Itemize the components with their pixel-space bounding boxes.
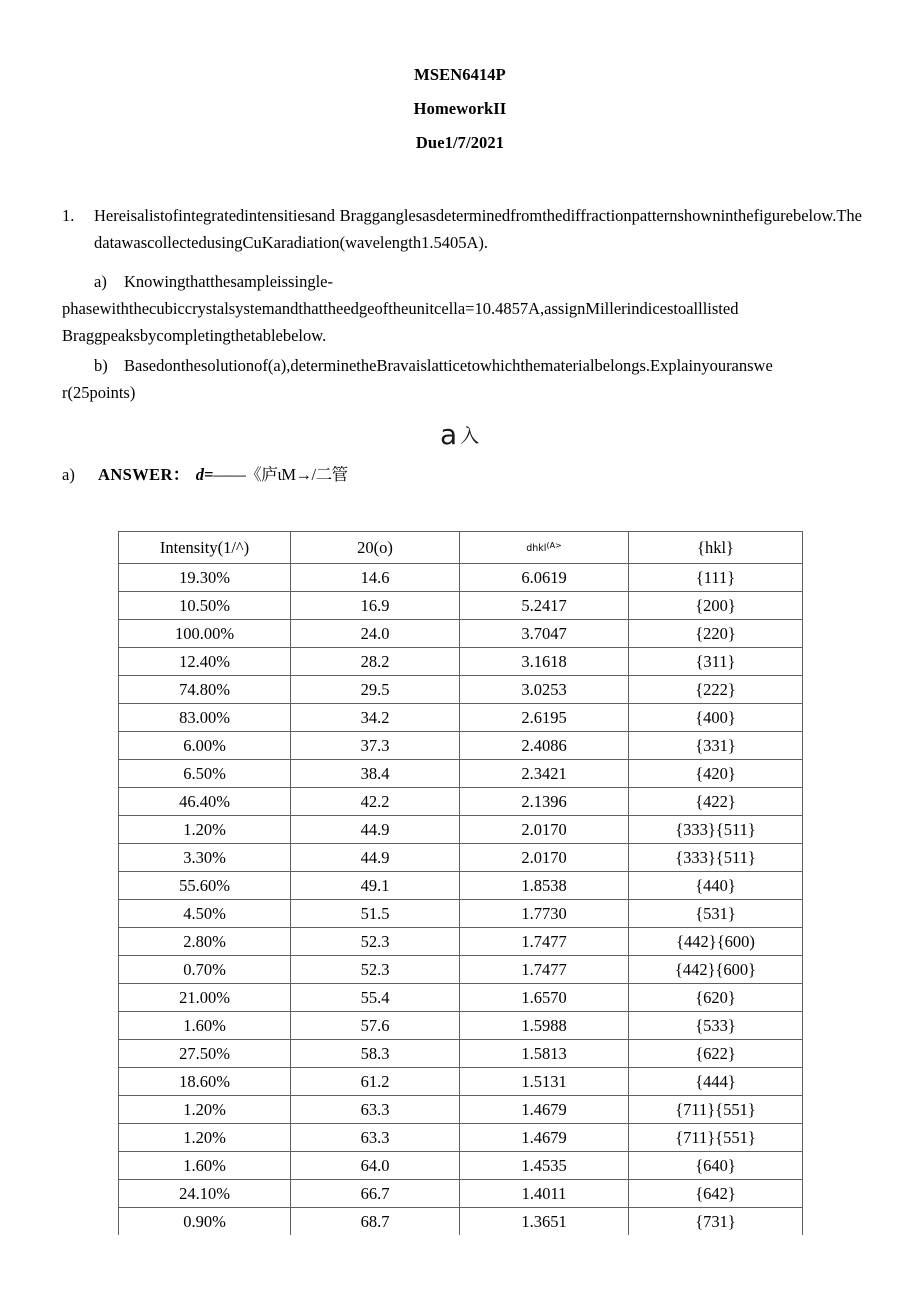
cell-intensity: 18.60% xyxy=(119,1068,291,1096)
table-row xyxy=(119,592,803,620)
table-row xyxy=(119,564,803,592)
answer-label: ANSWER： xyxy=(98,465,190,484)
cell-dhkl: 1.8538 xyxy=(460,872,629,900)
cell-intensity: 2.80% xyxy=(119,928,291,956)
cell-two-theta: 37.3 xyxy=(291,732,460,760)
cell-intensity: 55.60% xyxy=(119,872,291,900)
cell-two-theta: 57.6 xyxy=(291,1012,460,1040)
cell-dhkl: 2.3421 xyxy=(460,760,629,788)
cell-two-theta: 51.5 xyxy=(291,900,460,928)
cell-hkl: {442}{600} xyxy=(629,956,803,984)
cell-hkl: {333}{511} xyxy=(629,816,803,844)
cell-two-theta: 42.2 xyxy=(291,788,460,816)
cell-two-theta: 28.2 xyxy=(291,648,460,676)
table-row xyxy=(119,872,803,900)
cell-two-theta: 24.0 xyxy=(291,620,460,648)
cell-dhkl: 1.4679 xyxy=(460,1124,629,1152)
course-code: MSEN6414P xyxy=(414,65,506,84)
cell-hkl: {422} xyxy=(629,788,803,816)
table-row xyxy=(119,1040,803,1068)
table-row xyxy=(119,928,803,956)
annotation-symbol-a: a xyxy=(440,418,461,451)
cell-dhkl: 1.4011 xyxy=(460,1180,629,1208)
cell-intensity: 27.50% xyxy=(119,1040,291,1068)
cell-dhkl: 1.5813 xyxy=(460,1040,629,1068)
cell-hkl: {533} xyxy=(629,1012,803,1040)
table-row xyxy=(119,984,803,1012)
cell-intensity: 21.00% xyxy=(119,984,291,1012)
question-1 xyxy=(62,202,862,256)
table-row xyxy=(119,956,803,984)
table-header-row xyxy=(119,532,803,564)
cell-two-theta: 66.7 xyxy=(291,1180,460,1208)
table-row xyxy=(119,732,803,760)
answer-formula-garbled: ——《庐ιM→/二管 xyxy=(213,465,348,484)
cell-two-theta: 61.2 xyxy=(291,1068,460,1096)
cell-hkl: {400} xyxy=(629,704,803,732)
part-a-line-3: Braggpeaksbycompletingthetablebelow. xyxy=(62,326,327,345)
cell-two-theta: 49.1 xyxy=(291,872,460,900)
cell-intensity: 0.70% xyxy=(119,956,291,984)
cell-dhkl: 1.4535 xyxy=(460,1152,629,1180)
cell-intensity: 1.20% xyxy=(119,1096,291,1124)
cell-dhkl: 1.3651 xyxy=(460,1208,629,1236)
cell-hkl: {420} xyxy=(629,760,803,788)
cell-two-theta: 52.3 xyxy=(291,956,460,984)
cell-two-theta: 52.3 xyxy=(291,928,460,956)
cell-dhkl: 1.7477 xyxy=(460,928,629,956)
table-row xyxy=(119,1012,803,1040)
table-row xyxy=(119,760,803,788)
table-row xyxy=(119,1208,803,1236)
cell-hkl: {640} xyxy=(629,1152,803,1180)
cell-intensity: 1.60% xyxy=(119,1152,291,1180)
table-row xyxy=(119,1096,803,1124)
cell-dhkl: 1.7730 xyxy=(460,900,629,928)
cell-hkl: {333}{511} xyxy=(629,844,803,872)
cell-dhkl: 2.1396 xyxy=(460,788,629,816)
answer-formula-lead: d= xyxy=(195,465,214,484)
cell-hkl: {711}{551} xyxy=(629,1124,803,1152)
cell-intensity: 46.40% xyxy=(119,788,291,816)
cell-hkl: {440} xyxy=(629,872,803,900)
table-row xyxy=(119,1068,803,1096)
cell-two-theta: 63.3 xyxy=(291,1124,460,1152)
cell-two-theta: 14.6 xyxy=(291,564,460,592)
assignment-name: HomeworkII xyxy=(413,99,507,118)
question-1-part-b xyxy=(62,352,862,406)
cell-two-theta: 64.0 xyxy=(291,1152,460,1180)
column-header-dhkl xyxy=(460,532,629,564)
cell-hkl: {442}{600) xyxy=(629,928,803,956)
cell-hkl: {111} xyxy=(629,564,803,592)
table-row xyxy=(119,704,803,732)
question-1-text: Hereisalistofintegratedintensitiesand Bragganglesasdeterminedfromthediffractionpatternshowninthefigurebelow.ThedatawascollectedusingCuKaradiation(wavelength1.5405A). xyxy=(94,206,862,252)
table-body xyxy=(119,564,803,1236)
cell-hkl: {222} xyxy=(629,676,803,704)
cell-intensity: 10.50% xyxy=(119,592,291,620)
cell-two-theta: 34.2 xyxy=(291,704,460,732)
cell-intensity: 1.60% xyxy=(119,1012,291,1040)
lattice-annotation xyxy=(440,420,482,451)
cell-intensity: 100.00% xyxy=(119,620,291,648)
cell-dhkl: 1.4679 xyxy=(460,1096,629,1124)
cell-hkl: {331} xyxy=(629,732,803,760)
table-header xyxy=(119,532,803,564)
cell-intensity: 19.30% xyxy=(119,564,291,592)
table-row xyxy=(119,900,803,928)
cell-intensity: 0.90% xyxy=(119,1208,291,1236)
cell-intensity: 4.50% xyxy=(119,900,291,928)
part-b-marker: b) xyxy=(94,356,108,375)
cell-two-theta: 58.3 xyxy=(291,1040,460,1068)
cell-intensity: 74.80% xyxy=(119,676,291,704)
table-row xyxy=(119,648,803,676)
document-title-block xyxy=(0,58,920,160)
cell-hkl: {200} xyxy=(629,592,803,620)
table-row xyxy=(119,1180,803,1208)
cell-intensity: 1.20% xyxy=(119,1124,291,1152)
part-a-line-1: Knowingthatthesampleissingle- xyxy=(124,272,333,291)
cell-intensity: 6.00% xyxy=(119,732,291,760)
cell-dhkl: 1.5131 xyxy=(460,1068,629,1096)
cell-hkl: {220} xyxy=(629,620,803,648)
cell-intensity: 1.20% xyxy=(119,816,291,844)
bragg-peaks-table-wrapper xyxy=(118,531,802,1235)
cell-hkl: {711}{551} xyxy=(629,1096,803,1124)
question-1-part-a xyxy=(62,268,862,349)
column-header-hkl: {hkl} xyxy=(629,532,803,564)
cell-hkl: {620} xyxy=(629,984,803,1012)
cell-dhkl: 2.0170 xyxy=(460,816,629,844)
table-row xyxy=(119,676,803,704)
cell-intensity: 3.30% xyxy=(119,844,291,872)
cell-hkl: {531} xyxy=(629,900,803,928)
column-header-dhkl-text: dhkl xyxy=(526,543,547,554)
cell-two-theta: 29.5 xyxy=(291,676,460,704)
cell-dhkl: 2.4086 xyxy=(460,732,629,760)
cell-hkl: {311} xyxy=(629,648,803,676)
cell-two-theta: 44.9 xyxy=(291,844,460,872)
cell-hkl: {642} xyxy=(629,1180,803,1208)
annotation-symbol-lambda: 入 xyxy=(460,425,483,447)
cell-two-theta: 55.4 xyxy=(291,984,460,1012)
cell-dhkl: 3.0253 xyxy=(460,676,629,704)
table-row xyxy=(119,620,803,648)
cell-dhkl: 2.0170 xyxy=(460,844,629,872)
answer-marker: a) xyxy=(62,465,75,484)
table-row xyxy=(119,844,803,872)
cell-two-theta: 63.3 xyxy=(291,1096,460,1124)
table-row xyxy=(119,816,803,844)
cell-dhkl: 1.5988 xyxy=(460,1012,629,1040)
column-header-dhkl-unit: (A> xyxy=(546,541,562,550)
question-1-marker: 1. xyxy=(62,206,75,225)
cell-hkl: {444} xyxy=(629,1068,803,1096)
cell-two-theta: 44.9 xyxy=(291,816,460,844)
part-b-line-1: Basedonthesolutionof(a),determinetheBravaislatticetowhichthematerialbelongs.Explainyouranswe xyxy=(124,356,773,375)
part-a-marker: a) xyxy=(94,272,107,291)
part-a-line-2: phasewiththecubiccrystalsystemandthattheedgeoftheunitcella=10.4857A,assignMillerindicestoalllisted xyxy=(62,299,739,318)
table-row xyxy=(119,788,803,816)
cell-dhkl: 5.2417 xyxy=(460,592,629,620)
cell-intensity: 6.50% xyxy=(119,760,291,788)
cell-dhkl: 1.7477 xyxy=(460,956,629,984)
due-date: Due1/7/2021 xyxy=(415,133,505,152)
cell-intensity: 83.00% xyxy=(119,704,291,732)
cell-dhkl: 2.6195 xyxy=(460,704,629,732)
cell-intensity: 24.10% xyxy=(119,1180,291,1208)
cell-hkl: {731} xyxy=(629,1208,803,1236)
table-row xyxy=(119,1124,803,1152)
cell-intensity: 12.40% xyxy=(119,648,291,676)
cell-dhkl: 3.1618 xyxy=(460,648,629,676)
bragg-peaks-table xyxy=(118,531,803,1235)
cell-dhkl: 3.7047 xyxy=(460,620,629,648)
cell-two-theta: 16.9 xyxy=(291,592,460,620)
cell-two-theta: 38.4 xyxy=(291,760,460,788)
cell-two-theta: 68.7 xyxy=(291,1208,460,1236)
column-header-intensity: Intensity(1/^) xyxy=(119,532,291,564)
column-header-two-theta: 20(o) xyxy=(291,532,460,564)
answer-line xyxy=(62,462,862,488)
part-b-line-2: r(25points) xyxy=(62,383,136,402)
cell-hkl: {622} xyxy=(629,1040,803,1068)
cell-dhkl: 1.6570 xyxy=(460,984,629,1012)
table-row xyxy=(119,1152,803,1180)
cell-dhkl: 6.0619 xyxy=(460,564,629,592)
